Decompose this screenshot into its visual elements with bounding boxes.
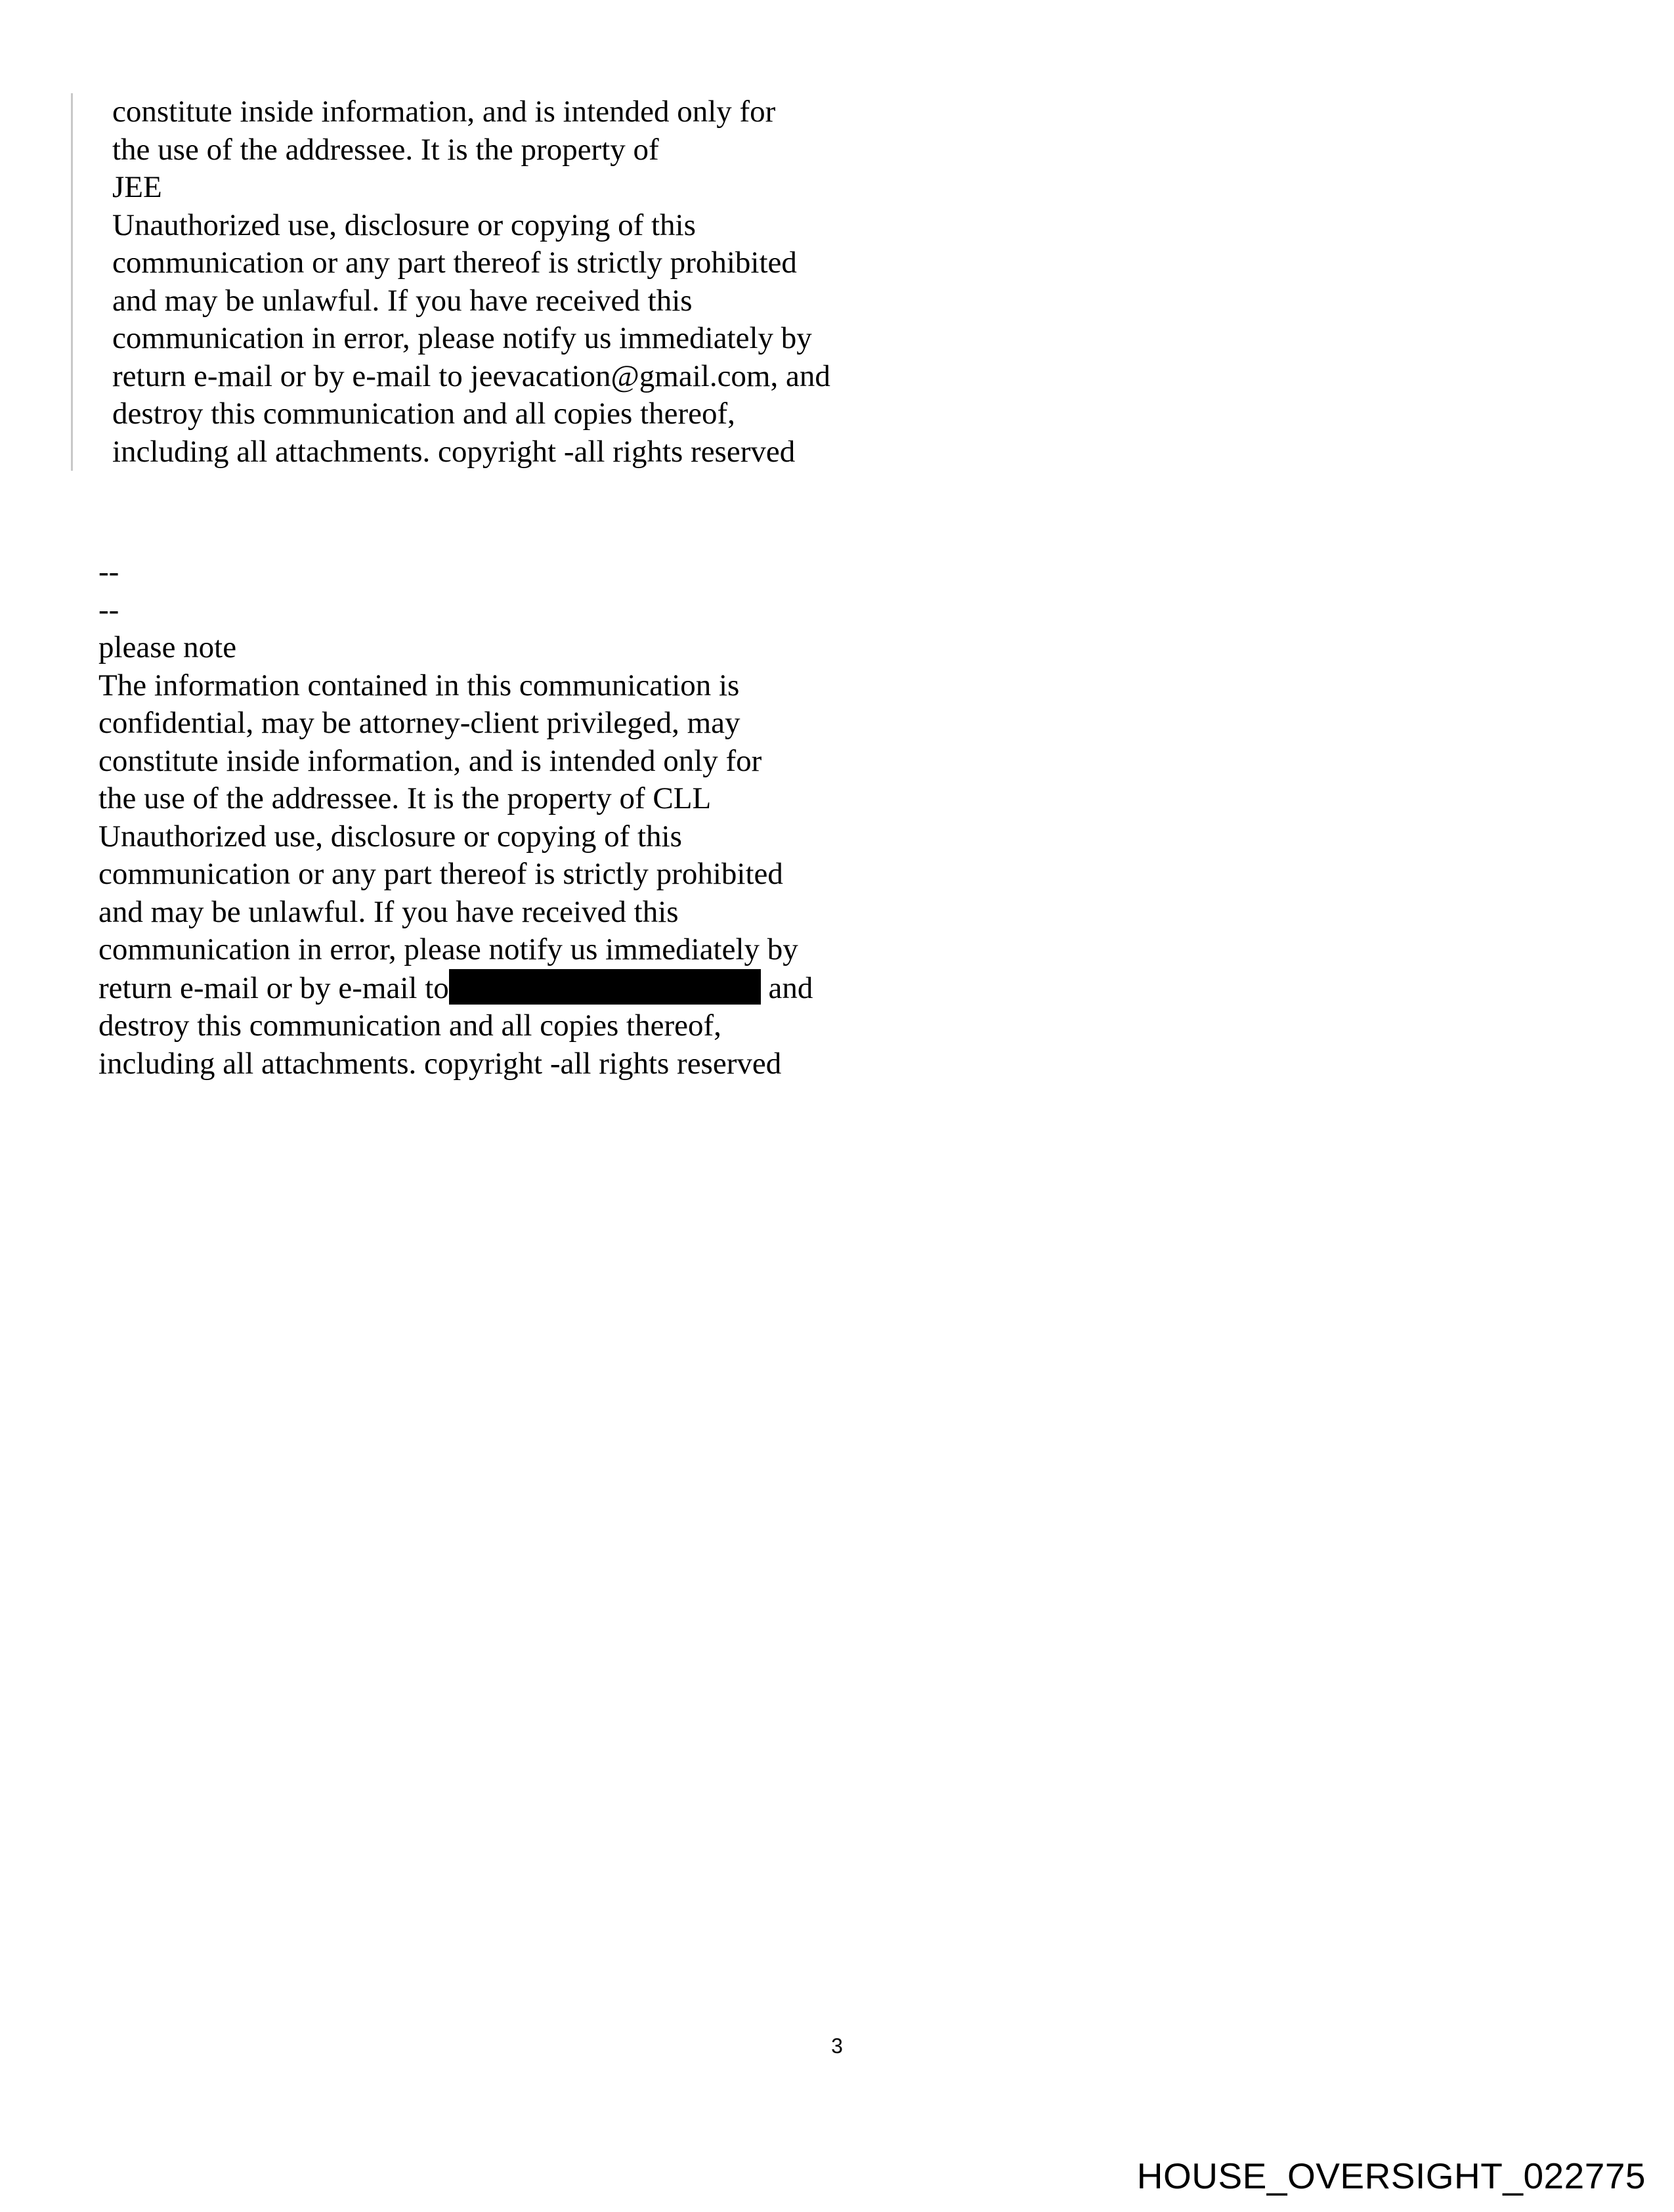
note-heading: please note xyxy=(98,630,237,664)
signature-separator: -- xyxy=(98,555,119,589)
signature-separator: -- xyxy=(98,592,119,627)
text-line: including all attachments. copyright -all rights reserved xyxy=(112,434,796,469)
redacted-email-line xyxy=(98,969,952,1008)
redacted-line-prefix: return e-mail or by e-mail to xyxy=(98,970,449,1005)
text-line: the use of the addressee. It is the property of CLL xyxy=(98,781,712,815)
text-line: destroy this communication and all copies thereof, xyxy=(98,1008,721,1043)
text-line: including all attachments. copyright -all rights reserved xyxy=(98,1046,782,1081)
page-number: 3 xyxy=(831,2034,843,2058)
text-line: and may be unlawful. If you have received this xyxy=(112,283,693,318)
text-line: confidential, may be attorney-client privileged, may xyxy=(98,706,740,740)
text-line: Unauthorized use, disclosure or copying of this xyxy=(98,819,682,854)
text-line: the use of the addressee. It is the property of xyxy=(112,132,659,167)
text-line: JEE xyxy=(112,170,162,204)
text-line: constitute inside information, and is intended only for xyxy=(112,95,776,129)
redaction-box xyxy=(449,969,761,1005)
text-line: communication in error, please notify us immediately by xyxy=(112,321,812,355)
signature-disclaimer xyxy=(98,553,952,1083)
text-line: return e-mail or by e-mail to jeevacation@gmail.com, and xyxy=(112,358,830,393)
bates-number: HOUSE_OVERSIGHT_022775 xyxy=(1136,2156,1646,2196)
text-line: communication in error, please notify us immediately by xyxy=(98,932,798,966)
text-line: and may be unlawful. If you have received this xyxy=(98,894,679,929)
text-line: communication or any part thereof is strictly prohibited xyxy=(112,246,797,280)
text-line: The information contained in this communication is xyxy=(98,668,740,703)
text-line: constitute inside information, and is intended only for xyxy=(98,743,762,778)
redacted-line-suffix: and xyxy=(760,970,813,1005)
text-line: communication or any part thereof is strictly prohibited xyxy=(98,857,783,891)
text-line: Unauthorized use, disclosure or copying of this xyxy=(112,207,696,242)
text-line: destroy this communication and all copies thereof, xyxy=(112,397,735,431)
quoted-disclaimer xyxy=(71,93,966,471)
